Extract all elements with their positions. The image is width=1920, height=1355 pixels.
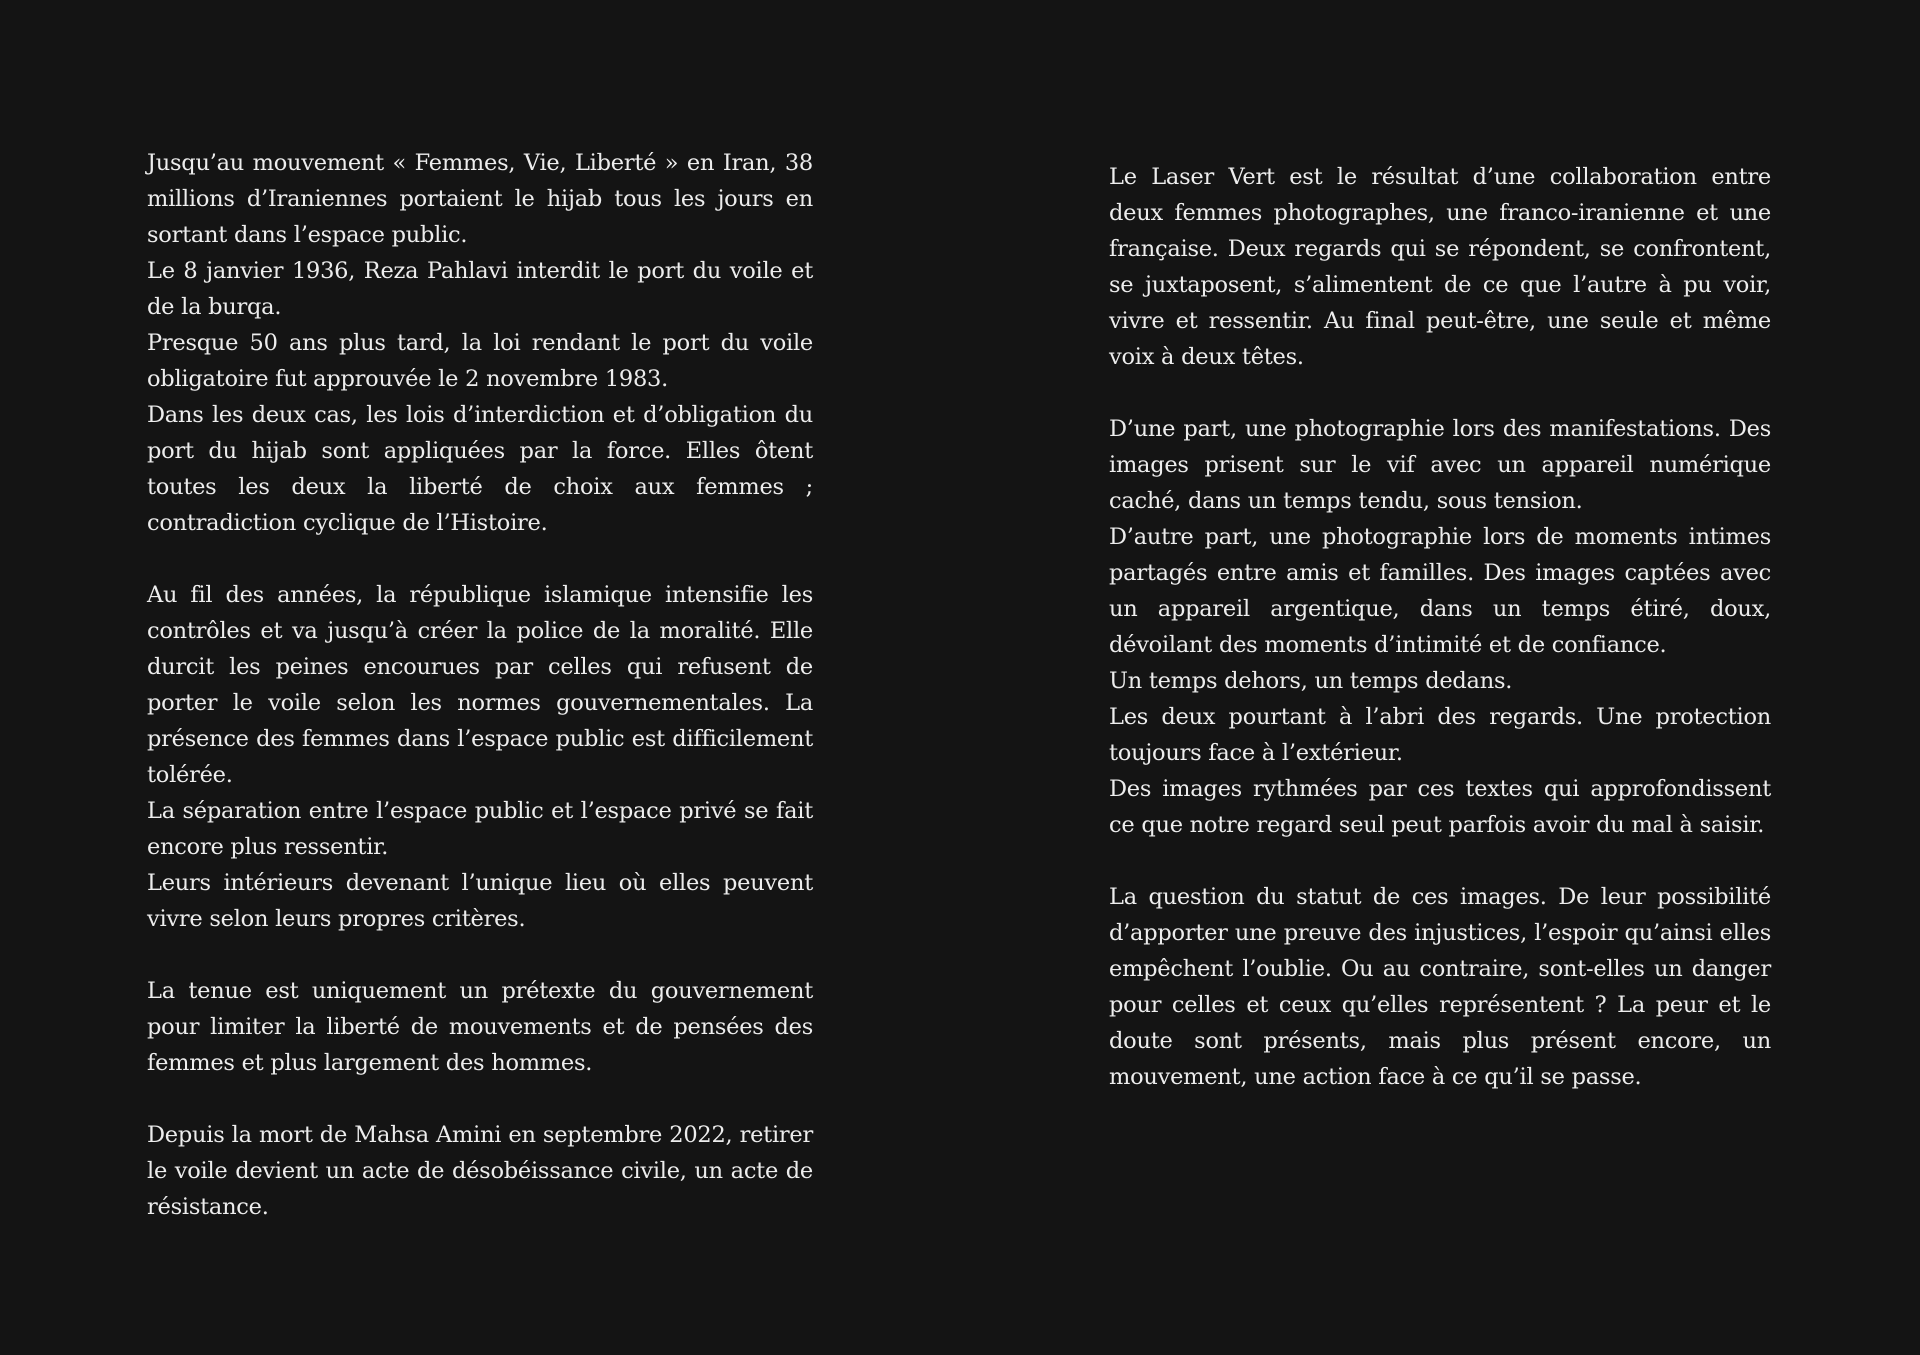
text-line: Le 8 janvier 1936, Reza Pahlavi interdit le port du voile et de la burqa.: [147, 258, 813, 320]
text-line: La tenue est uniquement un prétexte du gouvernement pour limiter la liberté de mouvements et de pensées des femmes et plus largement des hommes.: [147, 978, 813, 1076]
text-line: Les deux pourtant à l’abri des regards. Une protection toujours face à l’extérieur.: [1109, 704, 1771, 766]
text-line: Le Laser Vert est le résultat d’une collaboration entre deux femmes photographes, une franco-iranienne et une française. Deux regards qui se répondent, se confrontent, se juxtaposent, s’alimentent de ce que l’autre à pu voir, vivre et ressentir. Au final peut-être, une seule et même voix à deux têtes.: [1109, 164, 1771, 370]
text-line: Leurs intérieurs devenant l’unique lieu où elles peuvent vivre selon leurs propres critères.: [147, 870, 813, 932]
paragraph-image-status: [1109, 879, 1771, 1095]
text-line: La séparation entre l’espace public et l’espace privé se fait encore plus ressentir.: [147, 798, 813, 860]
text-line: D’autre part, une photographie lors de moments intimes partagés entre amis et familles. Des images captées avec un appareil argentique, dans un temps étiré, doux, dévoilant des moments d’intimité et de confiance.: [1109, 524, 1771, 658]
paragraph-pretext: [147, 973, 813, 1081]
text-line: Des images rythmées par ces textes qui approfondissent ce que notre regard seul peut parfois avoir du mal à saisir.: [1109, 776, 1771, 838]
paragraph-two-photographies: [1109, 411, 1771, 843]
text-line: La question du statut de ces images. De leur possibilité d’apporter une preuve des injustices, l’espoir qu’ainsi elles empêchent l’oublie. Ou au contraire, sont-elles un danger pour celles et ceux qu’elles représentent ? La peur et le doute sont présents, mais plus présent encore, un mouvement, une action face à ce qu’il se passe.: [1109, 884, 1771, 1090]
text-line: Jusqu’au mouvement « Femmes, Vie, Liberté » en Iran, 38 millions d’Iraniennes portaient le hijab tous les jours en sortant dans l’espace public.: [147, 150, 813, 248]
text-line: Presque 50 ans plus tard, la loi rendant le port du voile obligatoire fut approuvée le 2 novembre 1983.: [147, 330, 813, 392]
text-line: D’une part, une photographie lors des manifestations. Des images prisent sur le vif avec un appareil numérique caché, dans un temps tendu, sous tension.: [1109, 416, 1771, 514]
paragraph-mahsa-amini: [147, 1117, 813, 1225]
paragraph-islamic-republic: [147, 577, 813, 937]
paragraph-hijab-history: [147, 145, 813, 541]
text-line: Un temps dehors, un temps dedans.: [1109, 668, 1513, 694]
paragraph-laser-vert: [1109, 159, 1771, 375]
text-line: Dans les deux cas, les lois d’interdiction et d’obligation du port du hijab sont appliquées par la force. Elles ôtent toutes les deux la liberté de choix aux femmes ; contradiction cyclique de l’Histoire.: [147, 402, 813, 536]
right-text-column: [1109, 159, 1771, 1131]
text-line: Depuis la mort de Mahsa Amini en septembre 2022, retirer le voile devient un acte de désobéissance civile, un acte de résistance.: [147, 1122, 813, 1220]
left-text-column: [147, 145, 813, 1261]
text-line: Au fil des années, la république islamique intensifie les contrôles et va jusqu’à créer la police de la moralité. Elle durcit les peines encourues par celles qui refusent de porter le voile selon les normes gouvernementales. La présence des femmes dans l’espace public est difficilement tolérée.: [147, 582, 813, 788]
